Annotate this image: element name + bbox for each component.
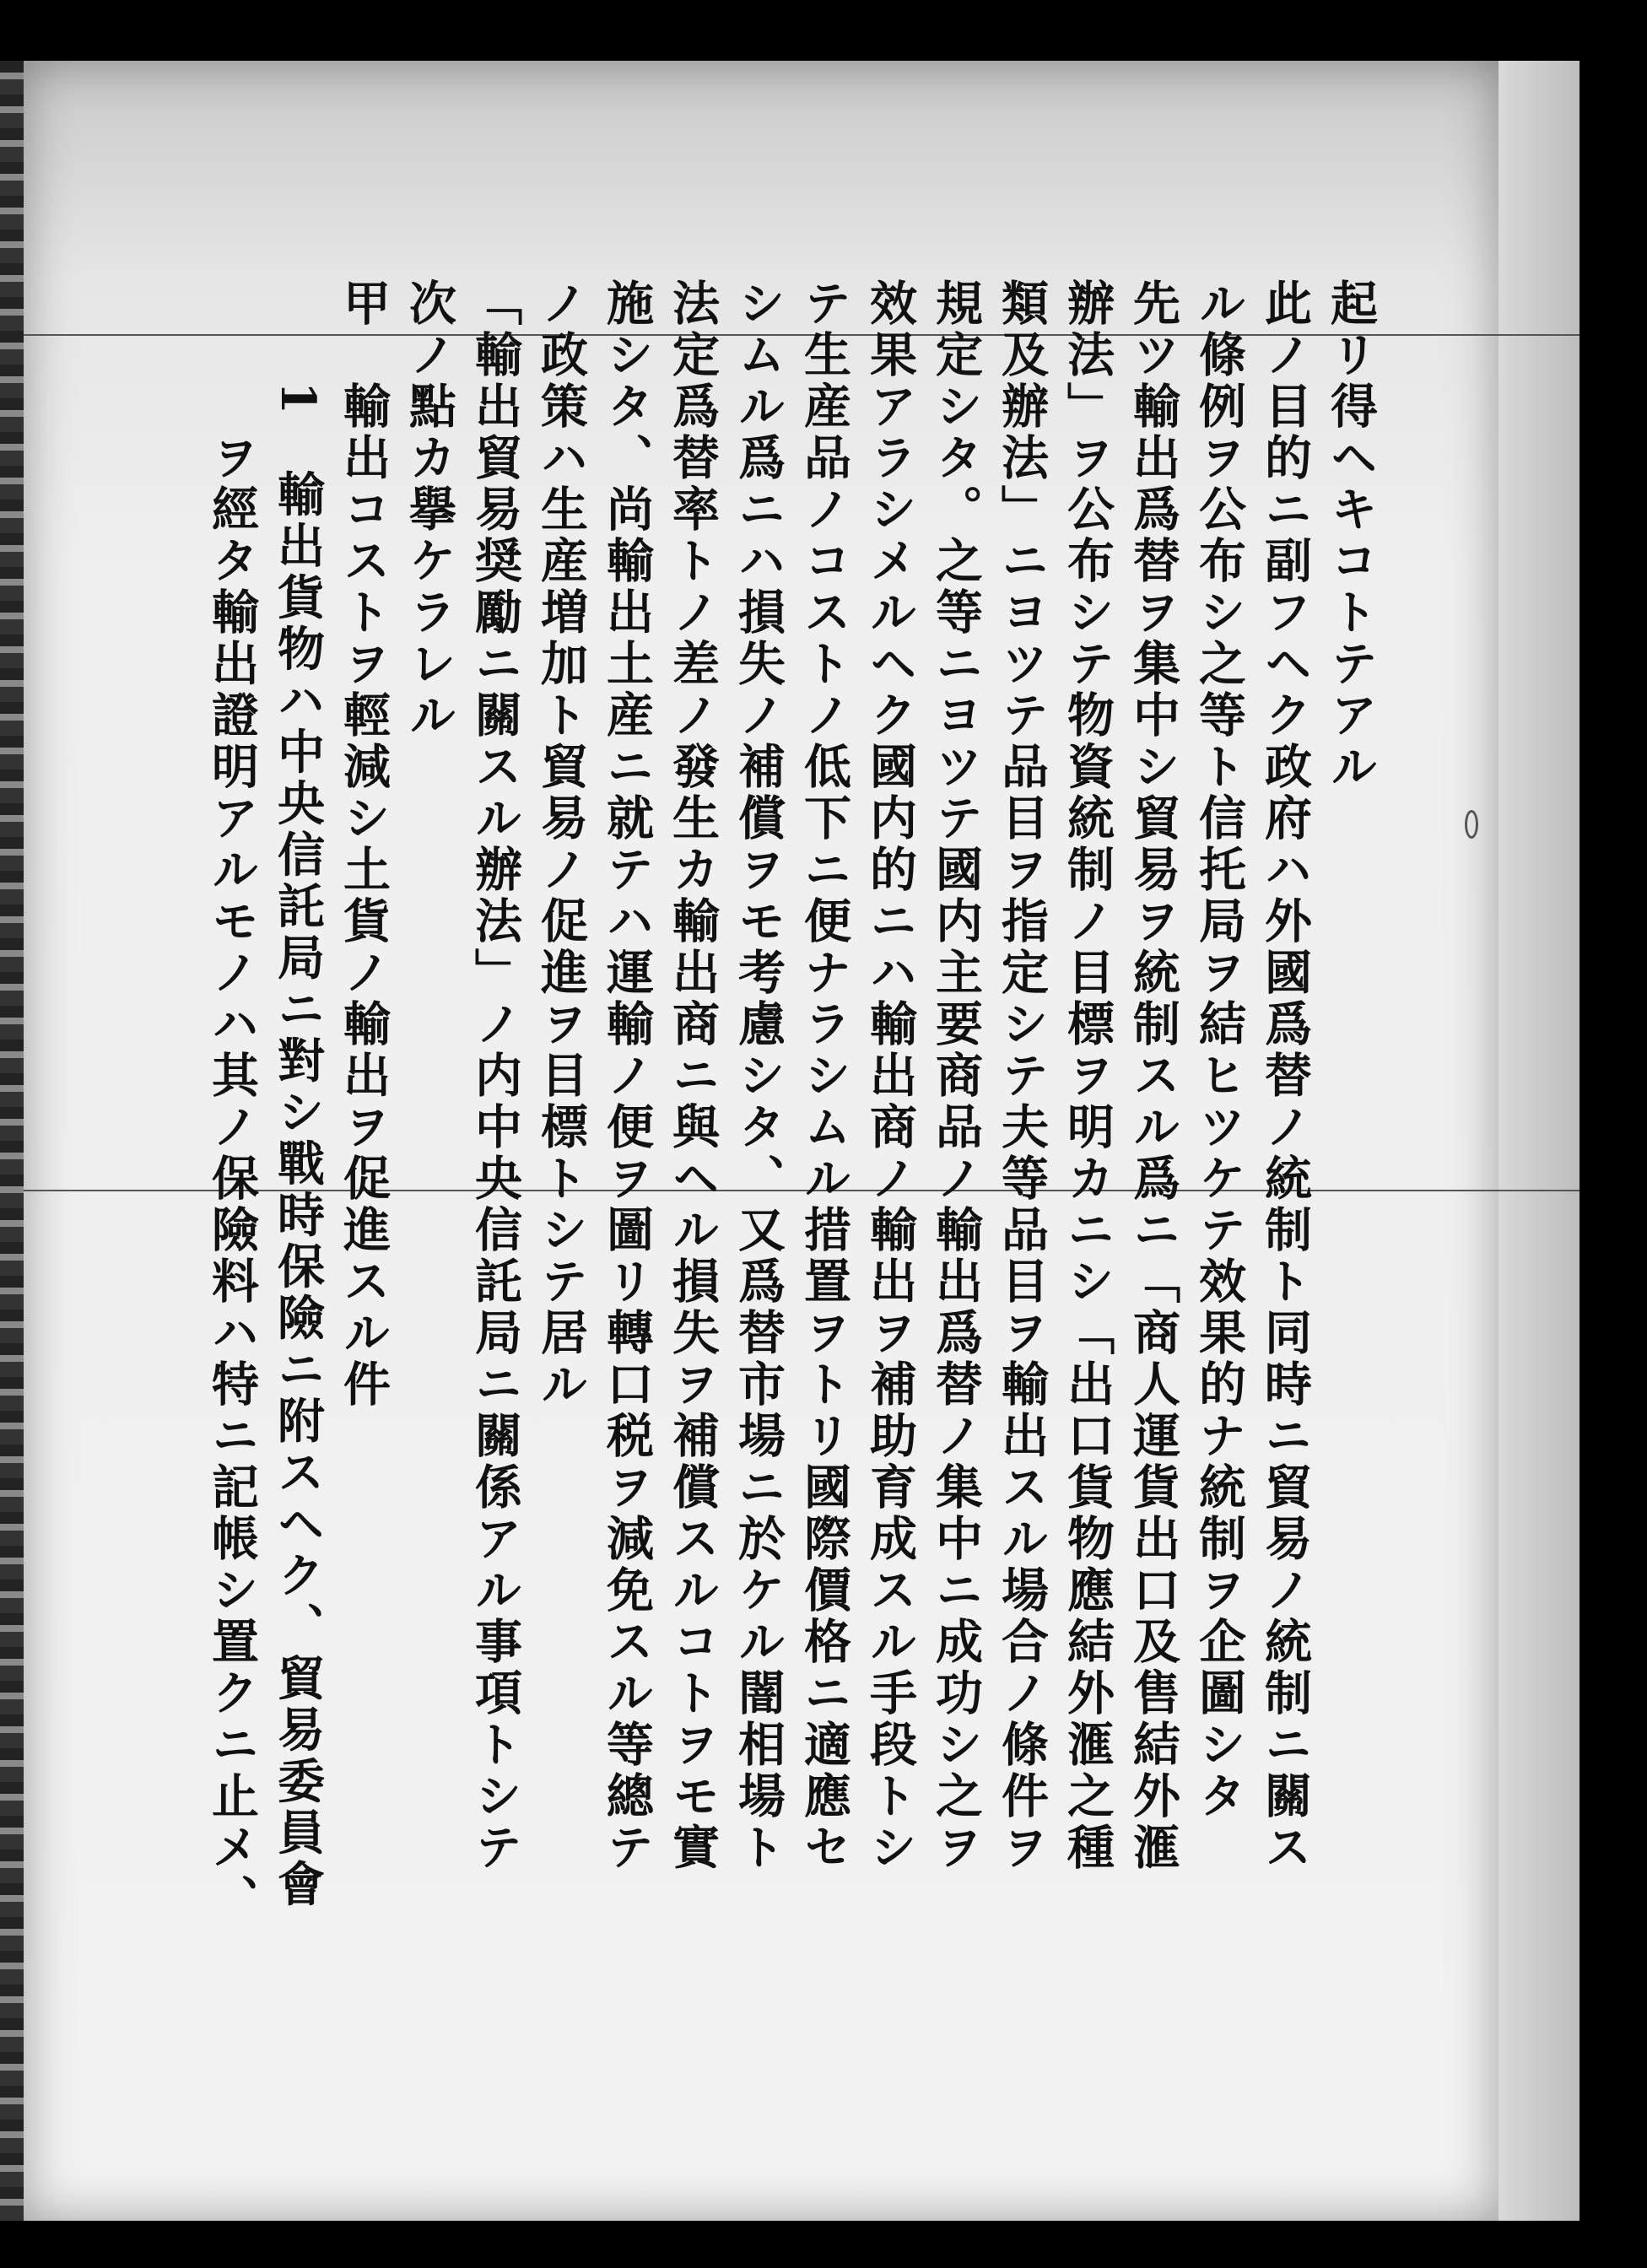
vertical-text-body	[204, 278, 1384, 2067]
text-column: 起リ得ヘキコトテアル	[1323, 278, 1379, 793]
text-column: 規定シタ。之等ニヨツテ國内主要商品ノ輸出爲替ノ集中ニ成功シ之ヲ	[928, 278, 984, 1874]
text-column: ル條例ヲ公布シ之等ト信托局ヲ結ヒツケテ效果的ナ統制ヲ企圖シタ	[1191, 278, 1247, 1822]
paper-edge	[1498, 61, 1580, 2221]
text-column: 次ノ點カ擧ケラレル	[402, 278, 457, 742]
text-column: 效果アラシメルヘク國内的ニハ輸出商ノ輸出ヲ補助育成スル手段トシ	[862, 278, 918, 1874]
text-column: 此ノ目的ニ副フヘク政府ハ外國爲替ノ統制ト同時ニ貿易ノ統制ニ關ス	[1257, 278, 1313, 1874]
stray-mark	[1465, 810, 1478, 839]
text-column: テ生産品ノコストノ低下ニ便ナラシムル措置ヲトリ國際價格ニ適應セ	[796, 278, 852, 1874]
text-column: 甲 輸出コストヲ輕減シ土貨ノ輸出ヲ促進スル件	[336, 278, 392, 1411]
text-column: シムル爲ニハ損失ノ補償ヲモ考慮シタ、又爲替市場ニ於ケル闇相場ト	[731, 278, 786, 1874]
text-column: 先ツ輸出爲替ヲ集中シ貿易ヲ統制スル爲ニ「商人運貨出口及售結外滙	[1126, 278, 1181, 1874]
text-column: 類及辦法」ニヨツテ品目ヲ指定シテ夫等品目ヲ輸出スル場合ノ條件ヲ	[994, 278, 1050, 1874]
text-column: 辦法」ヲ公布シテ物資統制ノ目標ヲ明カニシ「出口貨物應結外滙之種	[1060, 278, 1115, 1874]
text-column: 「輸出貿易奨勵ニ關スル辦法」ノ内中央信託局ニ關係アル事項トシテ	[467, 278, 523, 1874]
text-column: ヲ經タ輸出證明アルモノハ其ノ保險料ハ特ニ記帳シ置クニ止メ、	[204, 278, 260, 1925]
text-column: ノ政策ハ生産増加ト貿易ノ促進ヲ目標トシテ居ル	[533, 278, 589, 1411]
text-column: 法定爲替率トノ差ノ發生カ輸出商ニ與ヘル損失ヲ補償スルコトヲモ實	[665, 278, 721, 1874]
text-column: 1 輸出貨物ハ中央信託局ニ對シ戰時保險ニ附スヘク、貿易委員會	[270, 278, 326, 1911]
text-column: 施シタ、尚輸出土産ニ就テハ運輸ノ便ヲ圖リ轉口税ヲ減免スル等總テ	[599, 278, 655, 1874]
